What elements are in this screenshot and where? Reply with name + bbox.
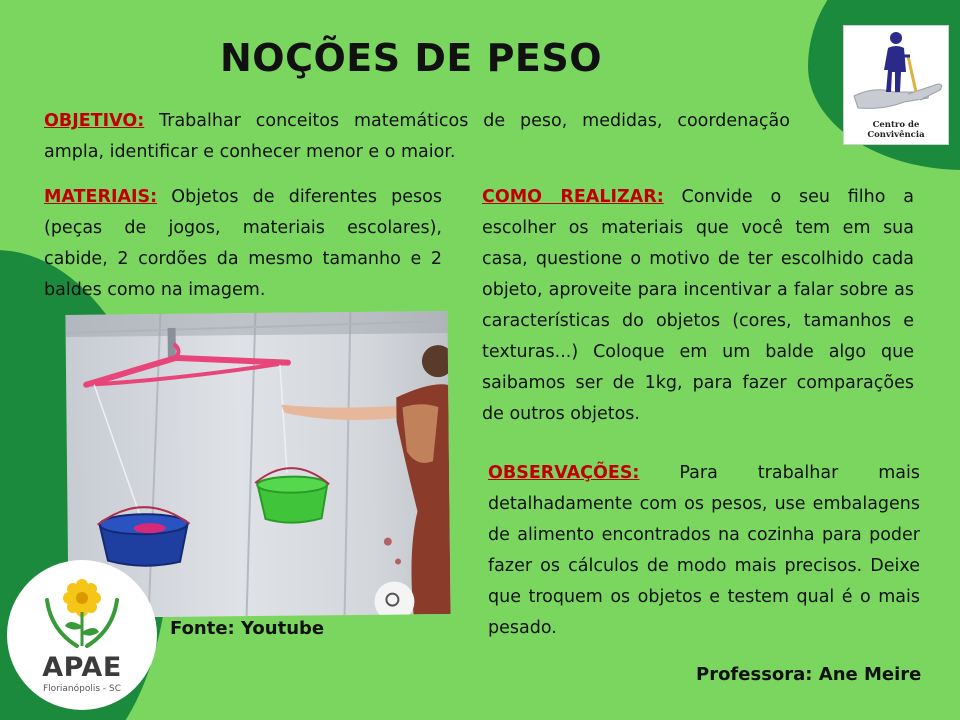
- apae-logo: [7, 560, 157, 710]
- apae-name: APAE: [42, 652, 122, 683]
- objetivo-text: Trabalhar conceitos matemáticos de peso, medidas, coordenação ampla, identificar e conhecer menor e o maior.: [44, 111, 790, 162]
- materiais-label: MATERIAIS:: [44, 187, 158, 207]
- observacoes-paragraph: [488, 458, 920, 644]
- centro-convivencia-caption: Centro de Convivência: [867, 120, 925, 140]
- sunflower-hands-icon: [7, 560, 157, 652]
- materiais-text: Objetos de diferentes pesos (peças de jogos, materiais escolares), cabide, 2 cordões da mesmo tamanho e 2 baldes como na imagem.: [44, 187, 442, 300]
- image-source: Fonte: Youtube: [170, 618, 325, 639]
- como-realizar-text: Convide o seu filho a escolher os materiais que você tem em sua casa, questione o motivo de ter escolhido cada objeto, aproveite para incentivar a falar sobre as características do objetos (cores, tamanhos e texturas...) Coloque em um balde algo que saibamos ser de 1kg, para fazer comparações de outros objetos.: [482, 187, 914, 424]
- objetivo-label: OBJETIVO:: [44, 111, 145, 131]
- teacher-name: Professora: Ane Meire: [696, 664, 922, 685]
- observacoes-text: Para trabalhar mais detalhadamente com os pesos, use embalagens de alimento encontrados na cozinha para poder fazer os cálculos de modo mais precisos. Deixe que troquem os objetos e testem qual é o mais pesado.: [488, 463, 920, 638]
- observacoes-label: OBSERVAÇÕES:: [488, 463, 640, 483]
- materiais-paragraph: [44, 182, 442, 306]
- elderly-person-hand-icon: [844, 26, 950, 126]
- apae-city: Florianópolis - SC: [43, 684, 121, 694]
- objetivo-paragraph: [44, 106, 790, 168]
- como-realizar-paragraph: [482, 182, 914, 430]
- como-realizar-label: COMO REALIZAR:: [482, 187, 664, 207]
- centro-convivencia-logo: [843, 25, 949, 145]
- page-title: NOÇÕES DE PESO: [220, 36, 603, 80]
